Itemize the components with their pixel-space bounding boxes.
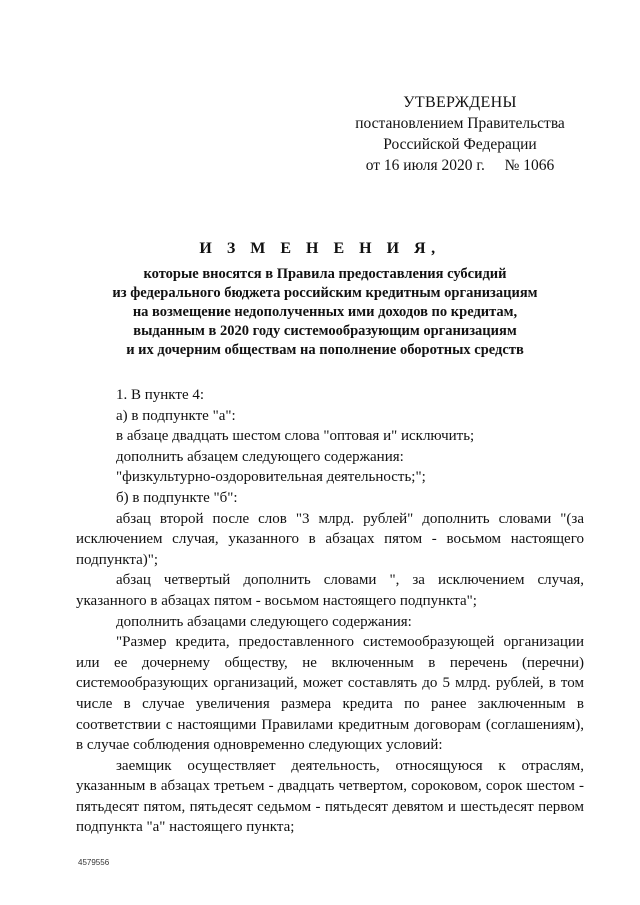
- body-paragraph: заемщик осуществляет деятельность, относящуюся к отраслям, указанным в абзацах третьем - двадцать четвертом, сороковом, сорок шестом - пятьдесят пятом, пятьдесят седьмом - пятьдесят девятом и шестьдесят первом подпункта "а" настоящего пункта;: [76, 757, 584, 836]
- number-sign: №: [504, 157, 520, 174]
- body-paragraph: 1. В пункте 4:: [116, 387, 205, 403]
- approved-label: УТВЕРЖДЕНЫ: [403, 94, 517, 111]
- decree-number: 1066: [523, 157, 555, 174]
- subtitle-line: выданным в 2020 году системообразующим организациям: [133, 323, 517, 339]
- document-code: 4579556: [78, 858, 110, 867]
- body-paragraph: дополнить абзацем следующего содержания:: [116, 448, 404, 465]
- document-title: И З М Е Н Е Н И Я,: [199, 240, 441, 257]
- subtitle-line: на возмещение недополученных ими доходов по кредитам,: [132, 304, 518, 320]
- approval-line-decree: постановлением Правительства: [355, 115, 565, 132]
- subtitle-line: и их дочерним обществам на пополнение оборотных средств: [126, 342, 524, 358]
- body-paragraph: б) в подпункте "б":: [116, 489, 238, 506]
- document-subtitle: [60, 265, 590, 360]
- subtitle-line: которые вносятся в Правила предоставления субсидий: [143, 266, 507, 282]
- body-paragraph: абзац второй после слов "3 млрд. рублей" дополнить словами "(за исключением случая, указанного в абзацах пятом - восьмом настоящего подпункта)";: [76, 510, 584, 568]
- approval-date: от 16 июля 2020 г.: [365, 157, 485, 174]
- body-paragraph: дополнить абзацами следующего содержания:: [116, 613, 412, 630]
- subtitle-line: из федерального бюджета российским кредитным организациям: [112, 285, 538, 301]
- approval-line-federation: Российской Федерации: [383, 136, 537, 153]
- body-paragraph: "физкультурно-оздоровительная деятельность;";: [116, 469, 426, 486]
- body-paragraph: "Размер кредита, предоставленного системообразующей организации или ее дочернему обществу, не включенным в перечень (перечни) системообразующих организаций, может составлять до 5 млрд. рублей, в том числе в случае увеличения размера кредита по ранее заключенным в соответствии с настоящими Правилами кредитным договорам (соглашениям), в случае соблюдения одновременно следующих условий:: [76, 634, 584, 754]
- body-paragraph: абзац четвертый дополнить словами ", за исключением случая, указанного в абзацах пятом - восьмом настоящего подпункта";: [76, 572, 584, 609]
- approval-block: [330, 92, 590, 176]
- approval-date-line: [330, 155, 590, 176]
- body-paragraph: в абзаце двадцать шестом слова "оптовая и" исключить;: [116, 428, 475, 445]
- document-body: [76, 385, 584, 838]
- body-paragraph: а) в подпункте "а":: [116, 407, 236, 424]
